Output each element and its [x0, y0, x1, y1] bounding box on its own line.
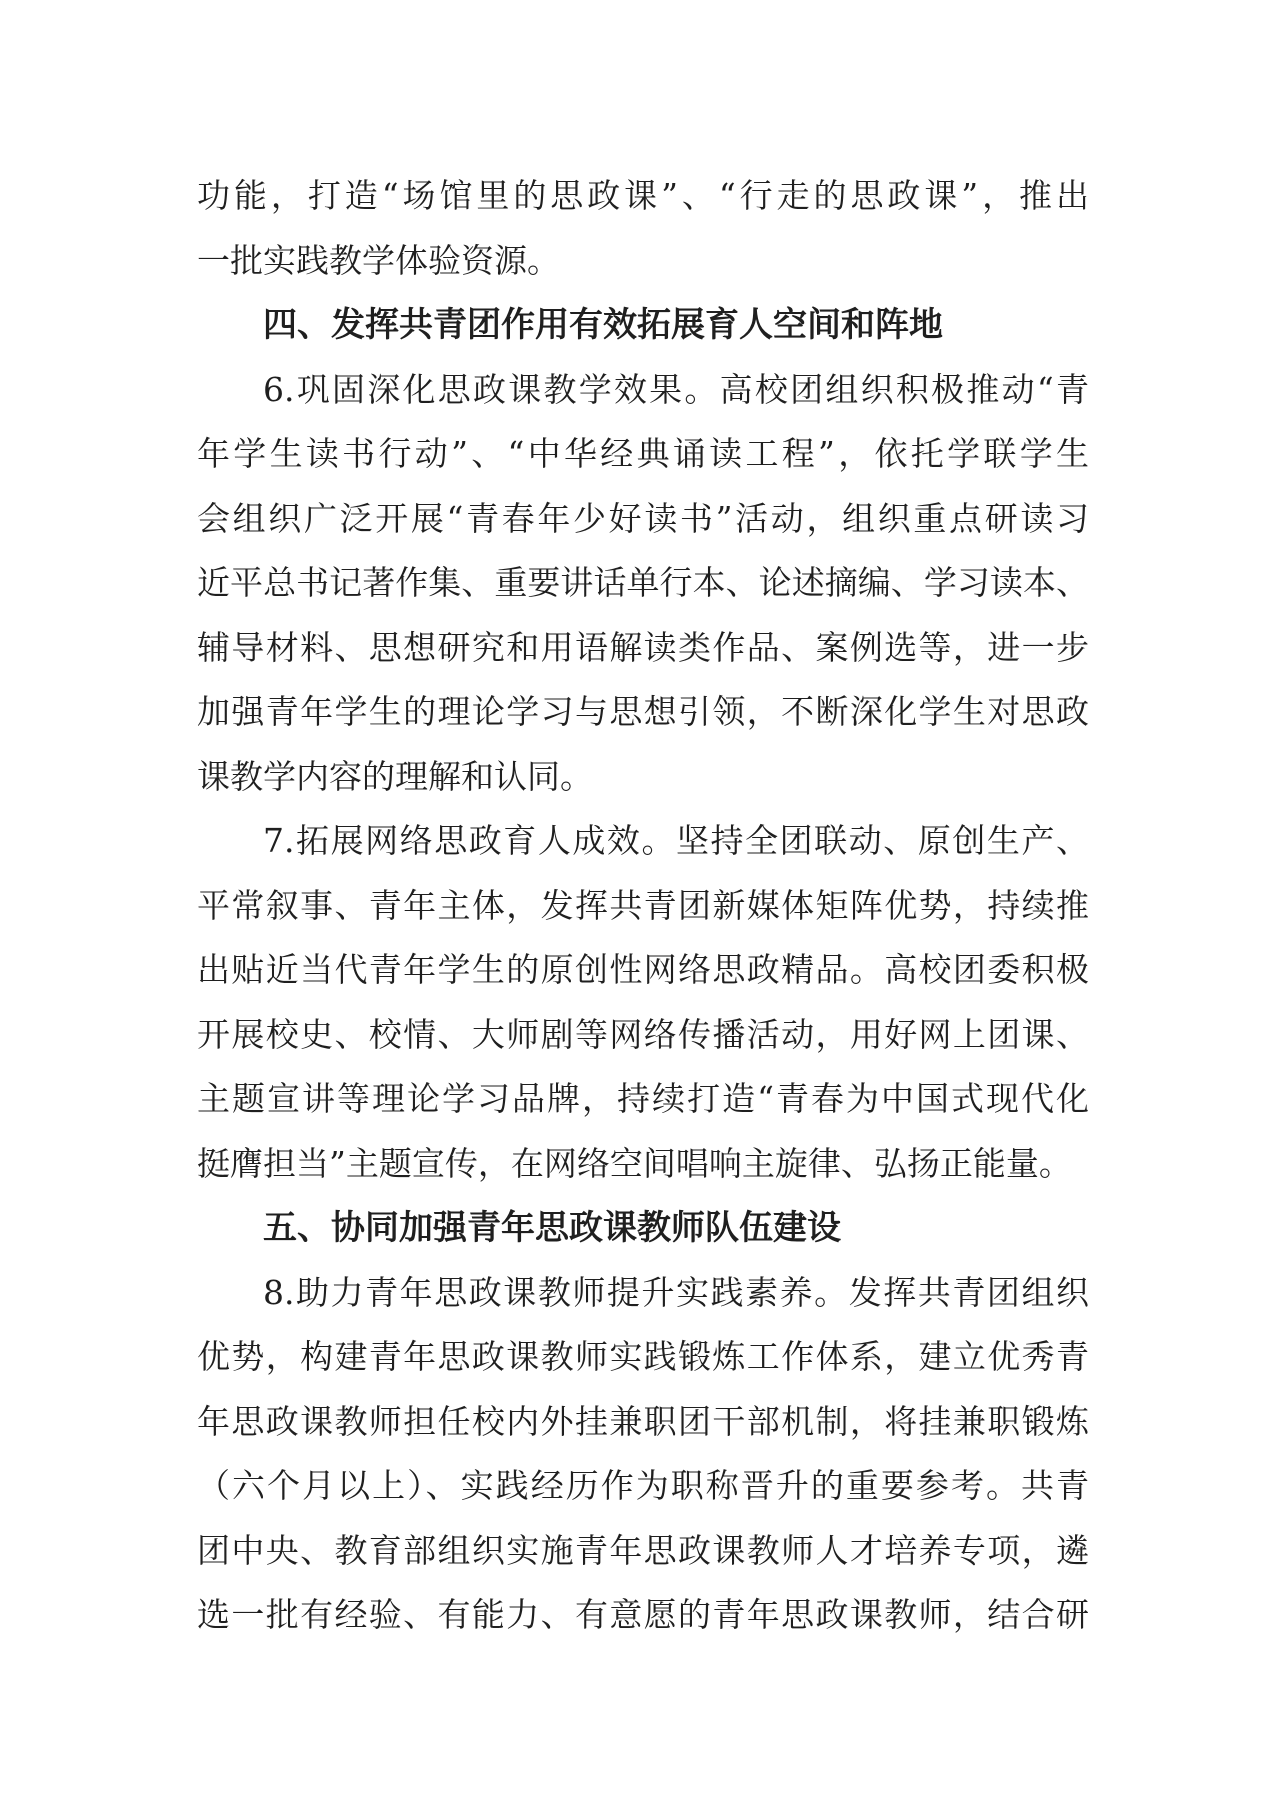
text-line: 选一批有经验、有能力、有意愿的青年思政课教师，结合研	[197, 1595, 1089, 1634]
text-line: 主题宣讲等理论学习品牌，持续打造“青春为中国式现代化	[197, 1079, 1089, 1118]
text-line: 优势，构建青年思政课教师实践锻炼工作体系，建立优秀青	[197, 1337, 1089, 1376]
text-line: 挺膺担当”主题宣传，在网络空间唱响主旋律、弘扬正能量。	[197, 1143, 1072, 1183]
text-line: 8.助力青年思政课教师提升实践素养。发挥共青团组织	[263, 1272, 1089, 1312]
text-line: 近平总书记著作集、重要讲话单行本、论述摘编、学习读本、	[197, 563, 1089, 602]
text-line: 团中央、教育部组织实施青年思政课教师人才培养专项，遴	[197, 1530, 1089, 1570]
heading-section-5: 五、协同加强青年思政课教师队伍建设	[263, 1208, 841, 1248]
text-line: 辅导材料、思想研究和用语解读类作品、案例选等，进一步	[197, 627, 1089, 667]
text-line: 课教学内容的理解和认同。	[197, 756, 593, 796]
text-line: 年学生读书行动”、“中华经典诵读工程”，依托学联学生	[197, 434, 1089, 473]
text-line: 出贴近当代青年学生的原创性网络思政精品。高校团委积极	[197, 950, 1089, 989]
text-line: 开展校史、校情、大师剧等网络传播活动，用好网上团课、	[197, 1014, 1089, 1054]
text-line: 6.巩固深化思政课教学效果。高校团组织积极推动“青	[263, 369, 1089, 409]
text-line: 加强青年学生的理论学习与思想引领，不断深化学生对思政	[197, 692, 1089, 731]
text-line: 7.拓展网络思政育人成效。坚持全团联动、原创生产、	[263, 821, 1089, 860]
heading-section-4: 四、发挥共青团作用有效拓展育人空间和阵地	[263, 305, 943, 345]
text-line: 一批实践教学体验资源。	[197, 240, 560, 280]
text-line: 会组织广泛开展“青春年少好读书”活动，组织重点研读习	[197, 498, 1089, 538]
text-line: 平常叙事、青年主体，发挥共青团新媒体矩阵优势，持续推	[197, 885, 1089, 925]
document-body	[197, 164, 1089, 1648]
text-line: 年思政课教师担任校内外挂兼职团干部机制，将挂兼职锻炼	[197, 1401, 1089, 1441]
text-line: 功能，打造“场馆里的思政课”、“行走的思政课”，推出	[197, 176, 1089, 215]
text-line: （六个月以上）、实践经历作为职称晋升的重要参考。共青	[197, 1466, 1089, 1505]
